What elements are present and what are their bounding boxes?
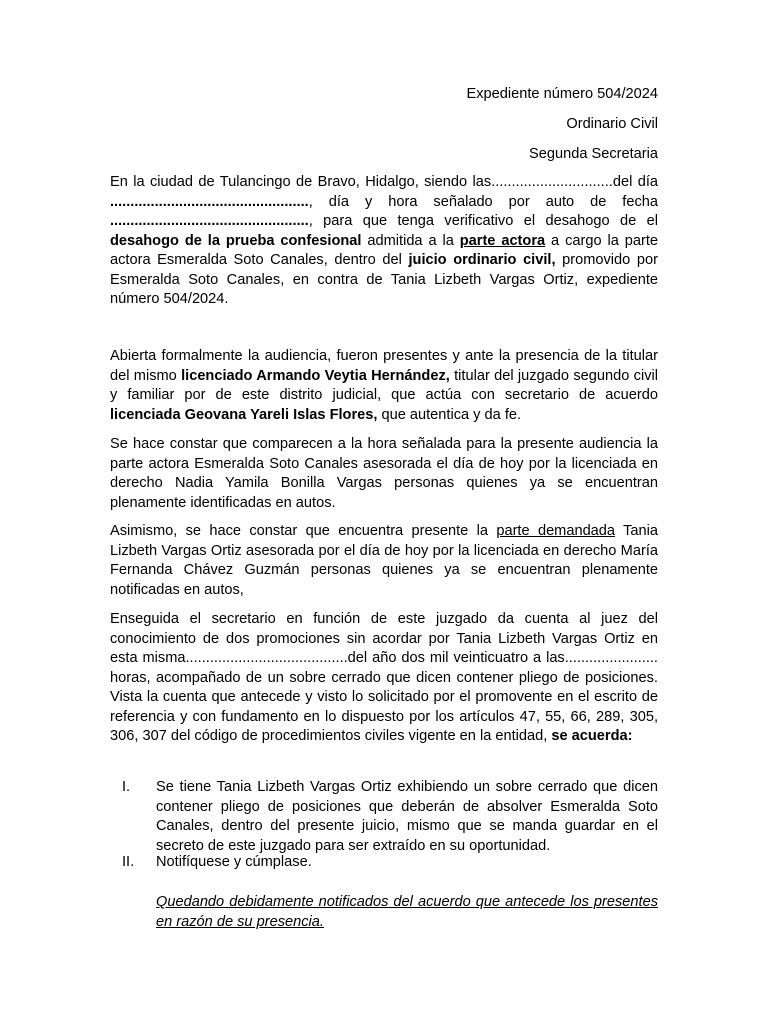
list-item-number: II. <box>122 854 135 870</box>
paragraph-audiencia: Abierta formalmente la audiencia, fueron presentes y ante la presencia de la titular del mismo licenciado Armando Veytia Hernández, titular del juzgado segundo civil y familiar por de este distrito judicial, que actúa con secretario de acuerdo licenciada Geovana Yareli Islas Flores, que autentica y da fe. <box>110 348 658 423</box>
list-item-text: Se tiene Tania Lizbeth Vargas Ortiz exhibiendo un sobre cerrado que dicen contener pliego de posiciones que deberán de absolver Esmeralda Soto Canales, dentro del presente juicio, mismo que se manda guardar en el secreto de este juzgado para ser extraído en su oportunidad. <box>156 779 658 854</box>
expediente-number: Expediente número 504/2024 <box>466 86 658 102</box>
paragraph-comparecencia: Se hace constar que comparecen a la hora señalada para la presente audiencia la parte actora Esmeralda Soto Canales asesorada el día de hoy por la licenciada en derecho Nadia Yamila Bonilla Vargas personas quienes ya se encuentran plenamente identificadas en autos. <box>110 436 658 511</box>
paragraph-cuenta: Enseguida el secretario en función de este juzgado da cuenta al juez del conocimiento de dos promociones sin acordar por Tania Lizbeth Vargas Ortiz en esta misma........................................del año dos mil veinticuatro a las....................... horas, acompañado de un sobre cerrado que dicen contener pliego de posiciones. Vista la cuenta que antecede y visto lo solicitado por el promovente en el escrito de referencia y con fundamento en lo dispuesto por los artículos 47, 55, 66, 289, 305, 306, 307 del código de procedimientos civiles vigente en la entidad, se acuerda: <box>110 611 658 744</box>
list-item-number: I. <box>122 779 131 795</box>
case-type: Ordinario Civil <box>566 116 658 132</box>
list-item-text: Notifíquese y cúmplase. <box>156 854 312 870</box>
closing-statement: Quedando debidamente notificados del acuerdo que antecede los presentes en razón de su presencia. <box>156 894 658 930</box>
paragraph-demandada: Asimismo, se hace constar que encuentra presente la parte demandada Tania Lizbeth Vargas Ortiz asesorada por el día de hoy por la licenciada en derecho María Fernanda Chávez Guzmán personas quienes ya se encuentran plenamente notificadas en autos, <box>110 523 659 598</box>
paragraph-opening: En la ciudad de Tulancingo de Bravo, Hidalgo, siendo las..............................del día ................................................., día y hora señalado por auto de fecha ................................................., para que tenga verificativo el desahogo de el desahogo de la prueba confesional admitida a la parte actora a cargo la parte actora Esmeralda Soto Canales, dentro del juicio ordinario civil, promovido por Esmeralda Soto Canales, en contra de Tania Lizbeth Vargas Ortiz, expediente número 504/2024. <box>110 174 658 307</box>
secretaria: Segunda Secretaria <box>529 146 658 162</box>
